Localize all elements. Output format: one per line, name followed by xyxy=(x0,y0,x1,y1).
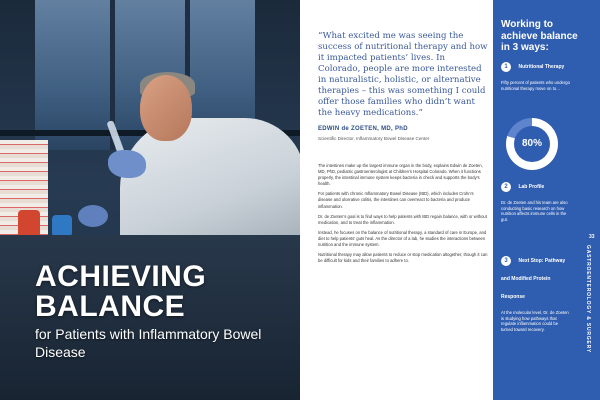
body-paragraph: The intestines make up the largest immune organ in the body, explains Edwin de Zoeten, MD, PhD, pediatric gastroenterologist at Children’s Hospital Colorado. When it functions properly, the intestinal immune system keeps bacteria in check and supports the body’s health. xyxy=(318,163,483,187)
sidebar-step-2 xyxy=(501,178,571,222)
percent-label: 80% xyxy=(521,138,542,149)
body-paragraph: Dr. de Zoeten’s goal is to find ways to help patients with IBD regain balance, with or without medication, and to treat the inflammation. xyxy=(318,213,487,225)
sidebar-step-1 xyxy=(501,58,571,91)
body-paragraph: Instead, he focuses on the balance of nutritional therapy, a standard of care in Europe, and diet to help patients’ guts heal. As the director of a lab, he studies the interactions between nutrition and the immune system. xyxy=(318,229,487,248)
page-number: 33 xyxy=(589,234,595,240)
step-heading: Lab Profile xyxy=(518,183,545,190)
article-page xyxy=(300,0,493,400)
subheadline: for Patients with Inflammatory Bowel Disease xyxy=(35,326,262,360)
step-number: 2 xyxy=(501,182,511,192)
gloved-hand xyxy=(108,150,146,178)
step-text: Fifty percent of patients who undergo nutritional therapy move on to… xyxy=(501,80,570,91)
body-paragraph: For patients with chronic Inflammatory Bowel Disease (IBD), which includes Crohn’s disease and ulcerative colitis, the intestines can overreact to bacteria and produce inflammation. xyxy=(318,191,474,209)
headline: ACHIEVING BALANCE xyxy=(35,260,207,323)
article-body xyxy=(318,163,489,268)
section-label: GASTROENTEROLOGY & SURGERY xyxy=(585,245,591,354)
step-number: 3 xyxy=(501,256,511,266)
step-heading: Nutritional Therapy xyxy=(518,63,565,70)
step-number: 1 xyxy=(501,62,511,72)
gloved-hand-lower xyxy=(78,205,108,227)
pull-quote: “What excited me was seeing the success of nutritional therapy and how it impacted patients’ lives. In Colorado, people are more interested in naturalistic, holistic, or alternative therapies – this was something I could offer those families who didn’t want the heavy medications.” xyxy=(318,31,488,118)
sidebar-title: Working to achieve balance in 3 ways: xyxy=(501,19,578,53)
quote-author: EDWIN de ZOETEN, MD, PhD xyxy=(318,126,408,132)
step-heading: Next Stop: Pathway and Modified Protein Response xyxy=(501,257,566,300)
author-role: Scientific Director, Inflammatory Bowel Disease Center xyxy=(318,136,430,141)
percent-donut xyxy=(506,118,558,170)
blue-bottle xyxy=(52,215,72,237)
step-text: Dr. de Zoeten and his team are also conducting basic research on how nutrition affects immune cells in the gut. xyxy=(501,200,568,222)
doctor-head xyxy=(140,75,192,141)
sidebar xyxy=(493,0,600,400)
feature-title xyxy=(35,262,300,361)
sidebar-step-3 xyxy=(501,252,571,332)
body-paragraph: Nutritional therapy may allow patients to reduce or stop medication altogether, though it can be difficult for kids and their families to adhere to. xyxy=(318,252,488,264)
step-text: At the molecular level, Dr. de Zoeten is studying how pathways that regulate inflammation could be turned toward recovery. xyxy=(501,310,569,332)
